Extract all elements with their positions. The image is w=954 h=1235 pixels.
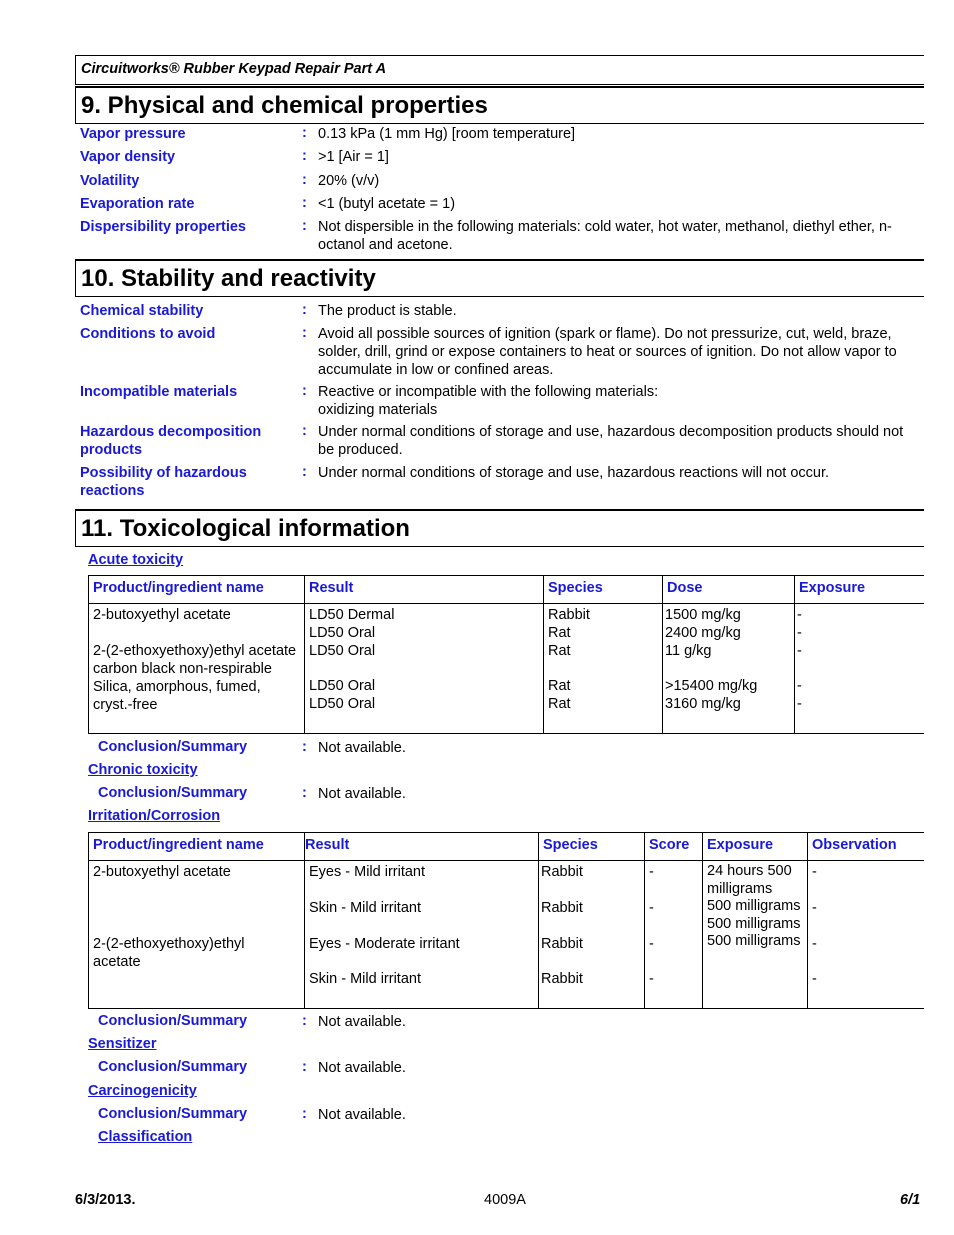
footer-code: 4009A [484, 1192, 526, 1208]
cell: Rabbit [548, 607, 590, 623]
cell: - [797, 643, 802, 659]
evaporation-rate-label: Evaporation rate [80, 196, 195, 212]
score-cell [645, 861, 703, 1009]
cell: Rat [548, 625, 571, 641]
species-cell [539, 861, 645, 1009]
cell: - [797, 607, 802, 623]
carcinogenicity-heading: Carcinogenicity [88, 1083, 197, 1099]
cell: 2-butoxyethyl acetate [93, 607, 231, 623]
cell: - [649, 864, 654, 880]
conclusion-summary-label: Conclusion/Summary [98, 785, 248, 801]
cell: - [812, 864, 817, 880]
cell: Rat [548, 696, 571, 712]
spacer [309, 917, 534, 935]
conclusion-summary-label: Conclusion/Summary [98, 1059, 248, 1075]
conclusion-value: Not available. [318, 1060, 406, 1076]
exposure-cell [795, 604, 925, 734]
cell: Eyes - Mild irritant [309, 864, 426, 880]
col-header: Score [645, 833, 703, 861]
name-cell [89, 604, 305, 734]
colon: : [302, 785, 307, 801]
volatility-value: 20% (v/v) [318, 173, 380, 189]
table-header-row [89, 576, 925, 604]
spacer [649, 953, 698, 970]
colon: : [302, 195, 307, 211]
conditions-to-avoid-label: Conditions to avoid [80, 326, 216, 342]
col-header: Product/ingredient name [89, 576, 305, 604]
cell: 2-butoxyethyl acetate [93, 864, 231, 880]
acute-toxicity-heading: Acute toxicity [88, 552, 184, 568]
col-header: Dose [663, 576, 795, 604]
spacer [812, 953, 920, 970]
conclusion-value: Not available. [318, 1107, 406, 1123]
cell: - [797, 625, 802, 641]
observation-cell [808, 861, 925, 1009]
hazardous-decomposition-value: Under normal conditions of storage and use, hazardous decomposition products should not be produced. [318, 424, 904, 458]
cell: Rabbit [541, 971, 583, 987]
dispersibility-label: Dispersibility properties [80, 219, 246, 235]
sensitizer-heading: Sensitizer [88, 1036, 157, 1052]
spacer [812, 881, 920, 899]
spacer [548, 660, 658, 677]
dispersibility-value: Not dispersible in the following materials: cold water, hot water, methanol, diethyl ether, n-octanol and acetone. [318, 219, 892, 253]
colon: : [302, 302, 307, 318]
vapor-density-label: Vapor density [80, 149, 176, 165]
chemical-stability-value: The product is stable. [318, 303, 457, 319]
table-body [89, 604, 925, 734]
cell: 24 hours 500 milligrams [707, 863, 792, 897]
cell: 1500 mg/kg [665, 607, 741, 623]
cell [93, 624, 300, 642]
col-header: Observation [808, 833, 925, 861]
colon: : [302, 383, 307, 399]
colon: : [302, 148, 307, 164]
cell: Skin - Mild irritant [309, 900, 421, 916]
conditions-to-avoid-value: Avoid all possible sources of ignition (spark or flame). Do not pressurize, cut, weld, braze, solder, drill, grind or expose containers to heat or sources of ignition. Do not allow vapor to accumulate in low or confined areas. [318, 326, 897, 378]
cell: 2-(2-ethoxyethoxy)ethyl acetate [93, 936, 245, 970]
cell: - [797, 696, 802, 712]
section-9-heading [75, 86, 924, 124]
label-line: Possibility of hazardous [80, 465, 247, 481]
spacer [309, 660, 539, 677]
section-11-title: 11. Toxicological information [81, 515, 410, 542]
colon: : [302, 1106, 307, 1122]
colon: : [302, 1013, 307, 1029]
hazardous-reactions-value: Under normal conditions of storage and use, hazardous reactions will not occur. [318, 465, 830, 481]
cell: 2-(2-ethoxyethoxy)ethyl acetate [93, 643, 297, 659]
section-11-heading [75, 509, 924, 547]
section-10-heading [75, 259, 924, 297]
spacer [309, 953, 534, 970]
result-cell [305, 861, 539, 1009]
cell: Rabbit [541, 900, 583, 916]
cell: - [812, 936, 817, 952]
irritation-table [88, 832, 924, 1009]
cell: 2400 mg/kg [665, 625, 741, 641]
colon: : [302, 325, 307, 341]
conclusion-summary-label: Conclusion/Summary [98, 1013, 248, 1029]
col-header: Species [539, 833, 645, 861]
label-line: reactions [80, 483, 145, 499]
product-name: Circuitworks® Rubber Keypad Repair Part A [81, 61, 387, 77]
classification-heading: Classification [98, 1129, 193, 1145]
colon: : [302, 218, 307, 234]
colon: : [302, 739, 307, 755]
table-body [89, 861, 925, 1009]
colon: : [302, 125, 307, 141]
cell: Rabbit [541, 864, 583, 880]
species-cell [544, 604, 663, 734]
hazardous-decomposition-label [80, 423, 261, 459]
cell: LD50 Oral [309, 696, 376, 712]
footer-page: 6/1 [900, 1192, 921, 1208]
cell: Rat [548, 643, 571, 659]
col-header: Exposure [703, 833, 808, 861]
spacer [649, 917, 698, 935]
label-line: Hazardous decomposition [80, 424, 262, 440]
cell: 500 milligrams [707, 915, 801, 932]
col-header: Result [305, 576, 544, 604]
conclusion-summary-label: Conclusion/Summary [98, 739, 248, 755]
chronic-toxicity-heading: Chronic toxicity [88, 762, 198, 778]
label-line: products [80, 442, 143, 458]
col-header: Product/ingredient name [89, 833, 305, 861]
cell: Rabbit [541, 936, 583, 952]
cell: 3160 mg/kg [665, 696, 741, 712]
volatility-label: Volatility [80, 173, 140, 189]
spacer [541, 917, 640, 935]
colon: : [302, 1059, 307, 1075]
spacer [309, 881, 534, 899]
cell: LD50 Oral [309, 643, 376, 659]
dose-cell [663, 604, 795, 734]
cell: LD50 Oral [309, 678, 376, 694]
evaporation-rate-value: <1 (butyl acetate = 1) [318, 196, 456, 212]
cell: - [649, 971, 654, 987]
cell: 500 milligrams [707, 898, 801, 914]
chemical-stability-label: Chemical stability [80, 303, 204, 319]
section-10-title: 10. Stability and reactivity [81, 265, 376, 292]
name-cell [89, 861, 305, 1009]
spacer [541, 953, 640, 970]
colon: : [302, 464, 307, 480]
cell: LD50 Oral [309, 625, 376, 641]
conclusion-value: Not available. [318, 786, 406, 802]
conclusion-value: Not available. [318, 1014, 406, 1030]
acute-toxicity-table [88, 575, 924, 734]
cell: - [812, 900, 817, 916]
cell: - [797, 678, 802, 694]
incompatible-materials-label: Incompatible materials [80, 384, 238, 400]
irritation-corrosion-heading: Irritation/Corrosion [88, 808, 221, 824]
incompatible-materials-line1: Reactive or incompatible with the following materials: [318, 384, 659, 400]
document-header [75, 55, 924, 85]
hazardous-reactions-label [80, 464, 247, 500]
colon: : [302, 423, 307, 439]
cell: >15400 mg/kg [665, 678, 758, 694]
cell: - [812, 971, 817, 987]
cell: 500 milligrams [707, 933, 801, 949]
spacer [797, 660, 920, 677]
spacer [541, 881, 640, 899]
conclusion-value: Not available. [318, 740, 406, 756]
cell: - [649, 900, 654, 916]
spacer [812, 917, 920, 935]
footer-date: 6/3/2013. [75, 1192, 136, 1208]
colon: : [302, 172, 307, 188]
spacer [665, 660, 790, 677]
spacer [649, 881, 698, 899]
exposure-cell [703, 861, 808, 1009]
col-header: Result [305, 833, 539, 861]
cell: - [649, 936, 654, 952]
result-cell [305, 604, 544, 734]
incompatible-materials-value [318, 383, 658, 419]
cell: Eyes - Moderate irritant [309, 936, 460, 952]
cell: Skin - Mild irritant [309, 971, 421, 987]
cell: Rat [548, 678, 571, 694]
cell: carbon black non-respirable [93, 661, 272, 677]
cell: LD50 Dermal [309, 607, 395, 623]
incompatible-materials-line2: oxidizing materials [318, 402, 438, 418]
vapor-pressure-value: 0.13 kPa (1 mm Hg) [room temperature] [318, 126, 576, 142]
vapor-pressure-label: Vapor pressure [80, 126, 186, 142]
vapor-density-value: >1 [Air = 1] [318, 149, 389, 165]
section-9-title: 9. Physical and chemical properties [81, 92, 488, 119]
spacer [93, 881, 300, 935]
table-header-row [89, 833, 925, 861]
col-header: Species [544, 576, 663, 604]
cell: Silica, amorphous, fumed, cryst.-free [93, 679, 261, 713]
conclusion-summary-label: Conclusion/Summary [98, 1106, 248, 1122]
cell: 11 g/kg [665, 643, 712, 659]
col-header: Exposure [795, 576, 925, 604]
